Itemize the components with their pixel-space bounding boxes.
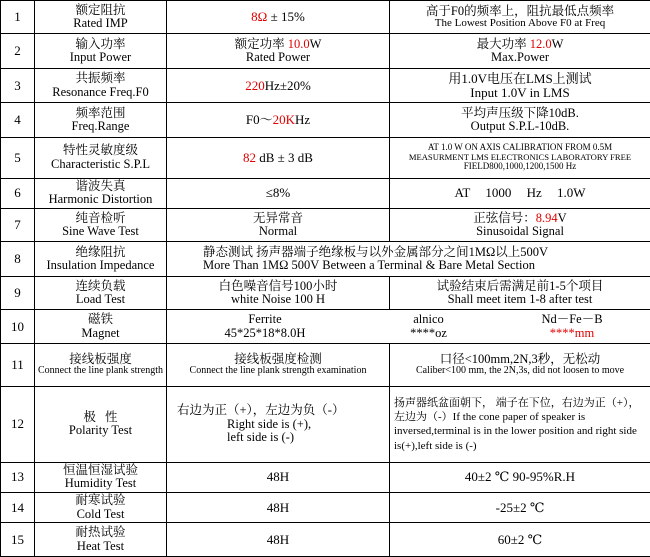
item-en: Rated IMP [73, 16, 128, 31]
item-zh: 额定阻抗 [75, 2, 126, 17]
condition-cell [390, 208, 650, 241]
cond-text: 正弦信号： [473, 210, 536, 225]
value-cell [167, 68, 390, 102]
span-en: More Than 1MΩ 500V Between a Terminal & Bare Metal Section [203, 258, 535, 273]
table-row [1, 34, 650, 68]
row-number: 9 [1, 276, 35, 309]
table-row [1, 137, 650, 178]
item-zh: 特性灵敏度级 [62, 143, 138, 158]
value-cell [167, 103, 390, 137]
cond-unit: W [551, 36, 564, 51]
item-cell [35, 387, 167, 462]
cond-zh: 口径<100mm,2N,3秒，无松动 [439, 351, 601, 366]
magnet-alnico: alnico [413, 312, 444, 327]
item-zh: 耐热试验 [75, 525, 126, 540]
cond-red: 8.94 [535, 210, 558, 225]
item-cell [35, 462, 167, 492]
table-row [1, 1, 650, 34]
condition-cell [390, 137, 650, 178]
magnet-types [167, 313, 650, 327]
row-number: 4 [1, 103, 35, 137]
item-zh: 连续负载 [75, 278, 126, 293]
cond-line: inversed,terminal is in the lower position and right side [394, 425, 637, 438]
value-red: 82 [243, 149, 256, 165]
row-number: 14 [1, 492, 35, 522]
item-en: Cold Test [76, 506, 125, 521]
magnet-specs [167, 327, 650, 341]
value-red: 20K [272, 112, 295, 128]
item-zh: 绝缘阻抗 [75, 244, 126, 259]
item-zh: 恒温恒湿试验 [62, 462, 138, 477]
value-red: 10.0 [287, 36, 310, 51]
value-cell [167, 276, 390, 309]
value-zh: 无异常音 [252, 210, 303, 225]
condition-cell [390, 1, 650, 34]
cond-en: Max.Power [491, 50, 549, 65]
row-number: 11 [1, 343, 35, 387]
table-row [1, 523, 650, 557]
condition-cell [390, 34, 650, 68]
row-number: 10 [1, 310, 35, 343]
item-en: Sine Wave Test [62, 224, 139, 239]
condition-cell [390, 103, 650, 137]
item-en: Load Test [75, 292, 126, 307]
magnet-dims: 45*25*18*8.0H [224, 325, 306, 340]
row-number: 2 [1, 34, 35, 68]
item-en: Freq.Range [71, 119, 130, 134]
item-cell [35, 137, 167, 178]
value-text: dB ± 3 dB [256, 149, 313, 165]
cond-line: 左边为（-）If the cone paper of speaker is [394, 411, 586, 424]
item-cell [35, 242, 167, 276]
item-zh: 耐寒试验 [75, 493, 126, 508]
table-row [1, 276, 650, 309]
value-en: Right side is (+), [227, 416, 312, 431]
item-en: Insulation Impedance [46, 258, 155, 273]
row-number: 3 [1, 68, 35, 102]
cond-red: 12.0 [529, 36, 552, 51]
item-cell [35, 492, 167, 522]
item-cell [35, 34, 167, 68]
value-zh: 右边为正（+），左边为负（-） [177, 403, 345, 418]
table-row [1, 103, 650, 137]
item-en: Connect the line plank strength [38, 365, 163, 377]
row-number: 15 [1, 523, 35, 557]
magnet-mm: ****mm [549, 325, 595, 340]
value-en: Normal [258, 224, 298, 239]
value-en: Connect the line plank strength examination [189, 365, 367, 377]
cond-en: Output S.P.L-10dB. [470, 119, 570, 134]
item-zh: 纯音检听 [75, 210, 126, 225]
magnet-cell [167, 310, 650, 343]
item-cell [35, 523, 167, 557]
condition-cell: AT 1000 Hz 1.0W [390, 178, 650, 208]
item-zh: 极 性 [83, 409, 118, 424]
item-en: Humidity Test [64, 476, 137, 491]
value-en: left side is (-) [227, 430, 294, 445]
item-en: Polarity Test [68, 423, 133, 438]
value-cell [167, 343, 390, 387]
item-zh: 接线板强度 [69, 351, 132, 366]
cond-line: is(+),left side is (-) [394, 439, 477, 452]
item-cell [35, 310, 167, 343]
item-cell [35, 343, 167, 387]
item-cell [35, 208, 167, 241]
item-cell [35, 276, 167, 309]
row-number: 7 [1, 208, 35, 241]
condition-cell: 40±2 ℃ 90-95%R.H [390, 462, 650, 492]
condition-cell [390, 276, 650, 309]
value-cell [167, 137, 390, 178]
item-en: Harmonic Distortion [48, 192, 153, 207]
spanning-cell [167, 242, 650, 276]
item-zh: 磁铁 [87, 312, 113, 327]
value-cell [167, 208, 390, 241]
cond-en: Input 1.0V in LMS [470, 84, 570, 100]
table-row [1, 310, 650, 343]
cond-zh: 用1.0V电压在LMS上测试 [448, 70, 592, 86]
item-cell [35, 1, 167, 34]
row-number: 1 [1, 1, 35, 34]
table-row [1, 208, 650, 241]
cond-line: 扬声器纸盆面朝下， 端子在下位，右边为正（+）， [394, 396, 640, 409]
span-zh: 静态测试 扬声器端子绝缘板与以外金属部分之间1MΩ以上500V [203, 244, 549, 259]
value-text: ± 15% [267, 9, 305, 25]
cond-zh: 试验结束后需满足前1-5个项目 [436, 278, 604, 293]
value-zh: 白色噪音信号100小时 [218, 278, 338, 293]
cond-en: Shall meet item 1-8 after test [447, 292, 593, 307]
item-zh: 输入功率 [75, 36, 126, 51]
value-en: white Noise 100 H [230, 292, 326, 307]
table-row [1, 462, 650, 492]
item-en: Resonance Freq.F0 [52, 84, 149, 99]
item-zh: 共振频率 [75, 71, 126, 86]
table-row [1, 178, 650, 208]
cond-zh: 平均声压级下降10dB. [461, 105, 579, 120]
magnet-ferrite: Ferrite [248, 312, 282, 327]
cond-en: Caliber<100 mm, the 2N,3s, did not loosen to move [415, 365, 625, 377]
value-red: 8Ω [251, 9, 268, 25]
row-number: 8 [1, 242, 35, 276]
item-en: Heat Test [76, 538, 125, 553]
cond-line: AT 1.0 W ON AXIS CALIBRATION FROM 0.5M [427, 142, 613, 153]
item-cell [35, 178, 167, 208]
cond-unit: V [557, 210, 567, 225]
item-cell [35, 103, 167, 137]
value-cell [167, 1, 390, 34]
item-en: Input Power [69, 50, 132, 65]
cond-en: The Lowest Position Above F0 at Freq [434, 17, 606, 30]
cond-line: MEASURMENT LMS ELECTRONICS LABORATORY FREE [408, 152, 632, 163]
item-cell [35, 68, 167, 102]
condition-cell [390, 343, 650, 387]
value-unit: W [309, 36, 322, 51]
cond-text: 最大功率 [476, 36, 530, 51]
value-cell [167, 34, 390, 68]
cond-zh: 高于F0的频率上，阻抗最低点频率 [425, 3, 615, 18]
cond-line: FIELD800,1000,1200,1500 Hz [463, 161, 577, 172]
value-cell: 48H [167, 523, 390, 557]
value-cell: ≤8% [167, 178, 390, 208]
condition-cell: -25±2 ℃ [390, 492, 650, 522]
row-number: 6 [1, 178, 35, 208]
magnet-oz: ****oz [410, 325, 447, 340]
value-text: F0～ [245, 112, 273, 128]
table-row [1, 68, 650, 102]
row-number: 5 [1, 137, 35, 178]
table-row [1, 492, 650, 522]
table-row [1, 343, 650, 387]
condition-cell: 60±2 ℃ [390, 523, 650, 557]
value-cell: 48H [167, 462, 390, 492]
value-red: 220 [245, 77, 265, 93]
value-en: Rated Power [245, 50, 311, 65]
value-cell: 48H [167, 492, 390, 522]
value-text: Hz±20% [264, 77, 311, 93]
condition-cell [390, 387, 650, 462]
item-zh: 频率范围 [75, 105, 126, 120]
item-en: Magnet [81, 325, 120, 340]
row-number: 12 [1, 387, 35, 462]
cond-en: Sinusoidal Signal [476, 224, 564, 239]
table-row [1, 387, 650, 462]
condition-cell [390, 68, 650, 102]
value-cell [167, 387, 390, 462]
value-unit: Hz [294, 112, 311, 128]
value-text: 额定功率 [234, 36, 288, 51]
table-row [1, 242, 650, 276]
value-zh: 接线板强度检测 [234, 351, 322, 366]
row-number: 13 [1, 462, 35, 492]
item-zh: 谐波失真 [75, 178, 126, 193]
item-en: Characteristic S.P.L [51, 156, 150, 171]
magnet-ndfeb: Nd－Fe－B [541, 312, 603, 327]
